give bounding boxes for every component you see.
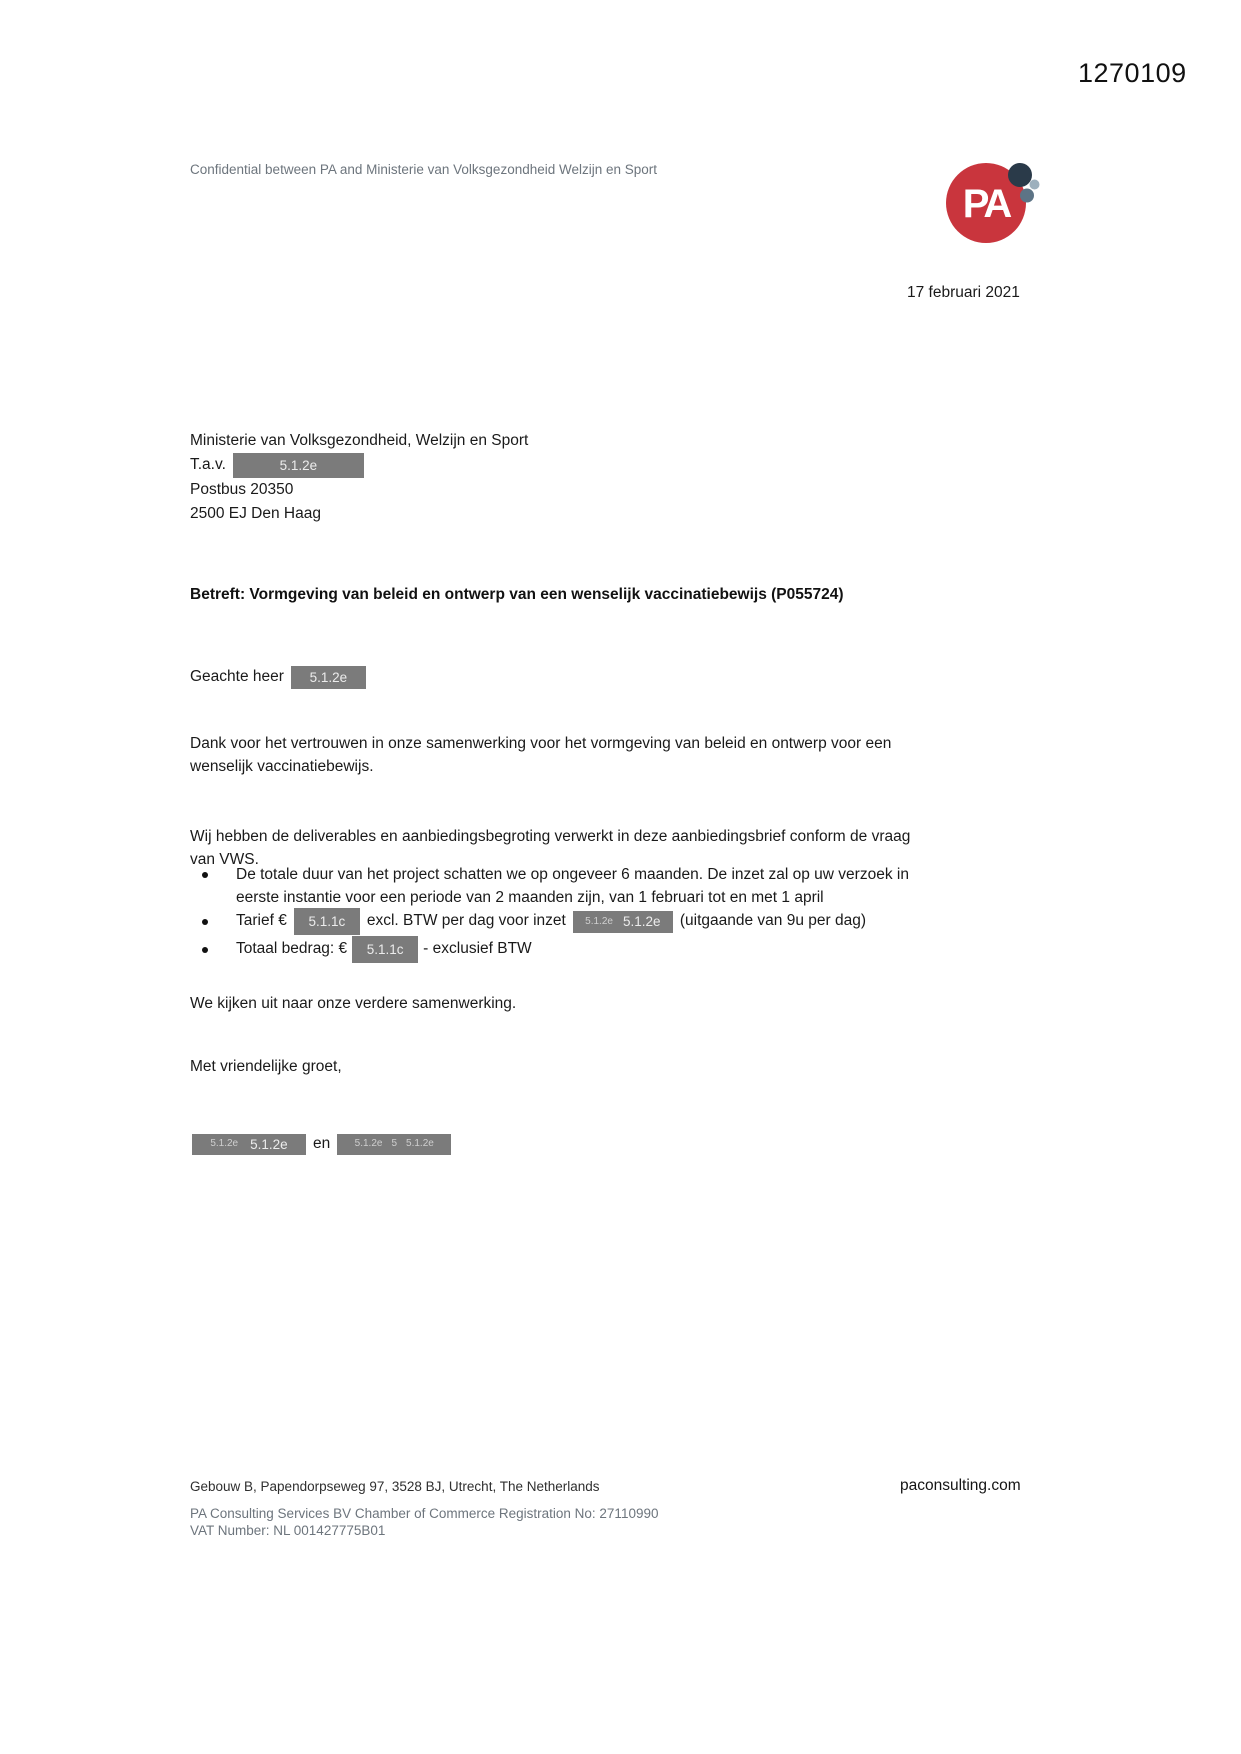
- bullet-line: De totale duur van het project schatten we op ongeveer 6 maanden. De inzet zal op uw verzoek in: [236, 866, 909, 883]
- redaction-label: 5.1.2e: [622, 913, 661, 929]
- subject-line: Betreft: Vormgeving van beleid en ontwerp van een wenselijk vaccinatiebewijs (P055724): [190, 586, 844, 603]
- redaction-label: 5.1.1c: [308, 913, 346, 929]
- attn-prefix: T.a.v.: [190, 456, 226, 474]
- recipient-org: Ministerie van Volksgezondheid, Welzijn en Sport: [190, 431, 529, 449]
- footer-address: Gebouw B, Papendorpseweg 97, 3528 BJ, Utrecht, The Netherlands: [190, 1479, 600, 1494]
- recipient-city: 2500 EJ Den Haag: [190, 504, 321, 522]
- redaction-label: 5.1.2e: [309, 669, 348, 685]
- closing-line: We kijken uit naar onze verdere samenwerking.: [190, 995, 517, 1012]
- bullet-item-tarief: [190, 908, 866, 935]
- redaction-box: [192, 1134, 306, 1155]
- bullet-text: [236, 936, 532, 963]
- footer-vat: VAT Number: NL 001427775B01: [190, 1523, 386, 1538]
- paragraph-line: Wij hebben de deliverables en aanbiedingsbegroting verwerkt in deze aanbiedingsbrief conform de vraag: [190, 828, 911, 845]
- bullet-text: [236, 908, 866, 935]
- redaction-box: [294, 908, 360, 935]
- pa-logo-icon: [946, 160, 1042, 246]
- redaction-label: 5: [391, 1138, 398, 1150]
- salutation: [190, 666, 366, 689]
- bullet-text: [236, 864, 909, 909]
- bullet-segment: Tarief €: [236, 912, 287, 930]
- redaction-label: 5.1.2e: [354, 1138, 383, 1150]
- redaction-box: [233, 453, 364, 478]
- bullet-segment: (uitgaande van 9u per dag): [679, 912, 866, 930]
- bullet-item-duration: [190, 864, 909, 909]
- redaction-label: 5.1.1c: [366, 941, 404, 957]
- footer-registration: PA Consulting Services BV Chamber of Commerce Registration No: 27110990: [190, 1506, 659, 1521]
- bullet-segment: - exclusief BTW: [423, 940, 532, 958]
- bullet-icon: [202, 919, 208, 925]
- paragraph-1: [190, 733, 891, 778]
- bullet-line: eerste instantie voor een periode van 2 maanden zijn, van 1 februari tot en met 1 april: [236, 888, 824, 906]
- pa-logo-text: PA: [962, 182, 1010, 226]
- recipient-pobox: Postbus 20350: [190, 481, 294, 498]
- recipient-address: [190, 429, 528, 526]
- closing-salute: Met vriendelijke groet,: [190, 1058, 342, 1075]
- pa-logo: [946, 160, 1042, 246]
- bullet-icon: [202, 947, 208, 953]
- redaction-label: 5.1.2e: [250, 1136, 288, 1152]
- letter-date: 17 februari 2021: [907, 284, 1020, 301]
- redaction-box: [352, 936, 418, 963]
- bullet-item-totaal: [190, 936, 532, 963]
- paragraph-line: Dank voor het vertrouwen in onze samenwerking voor het vormgeving van beleid en ontwerp voor een: [190, 735, 892, 752]
- paragraph-line: van VWS.: [190, 850, 259, 868]
- recipient-attn-line: [190, 453, 528, 479]
- footer-website: paconsulting.com: [900, 1477, 1021, 1494]
- bullet-segment: Totaal bedrag: €: [236, 940, 348, 958]
- redaction-box: [291, 666, 366, 689]
- redaction-label: 5.1.2e: [406, 1138, 434, 1150]
- redaction-box: [573, 911, 673, 933]
- salutation-prefix: Geachte heer: [190, 668, 284, 686]
- signature-row: [192, 1133, 451, 1156]
- doc-number: 1270109: [1078, 58, 1187, 88]
- signature-connector: en: [313, 1135, 331, 1152]
- redaction-label: 5.1.2e: [210, 1138, 239, 1150]
- redaction-label: 5.1.2e: [585, 915, 613, 927]
- redaction-box: [337, 1134, 451, 1155]
- confidential-note: Confidential between PA and Ministerie van Volksgezondheid Welzijn en Sport: [190, 162, 658, 177]
- redaction-label: 5.1.2e: [279, 457, 318, 473]
- paragraph-line: wenselijk vaccinatiebewijs.: [190, 757, 374, 775]
- bullet-segment: excl. BTW per dag voor inzet: [366, 912, 566, 930]
- bullet-icon: [202, 872, 208, 878]
